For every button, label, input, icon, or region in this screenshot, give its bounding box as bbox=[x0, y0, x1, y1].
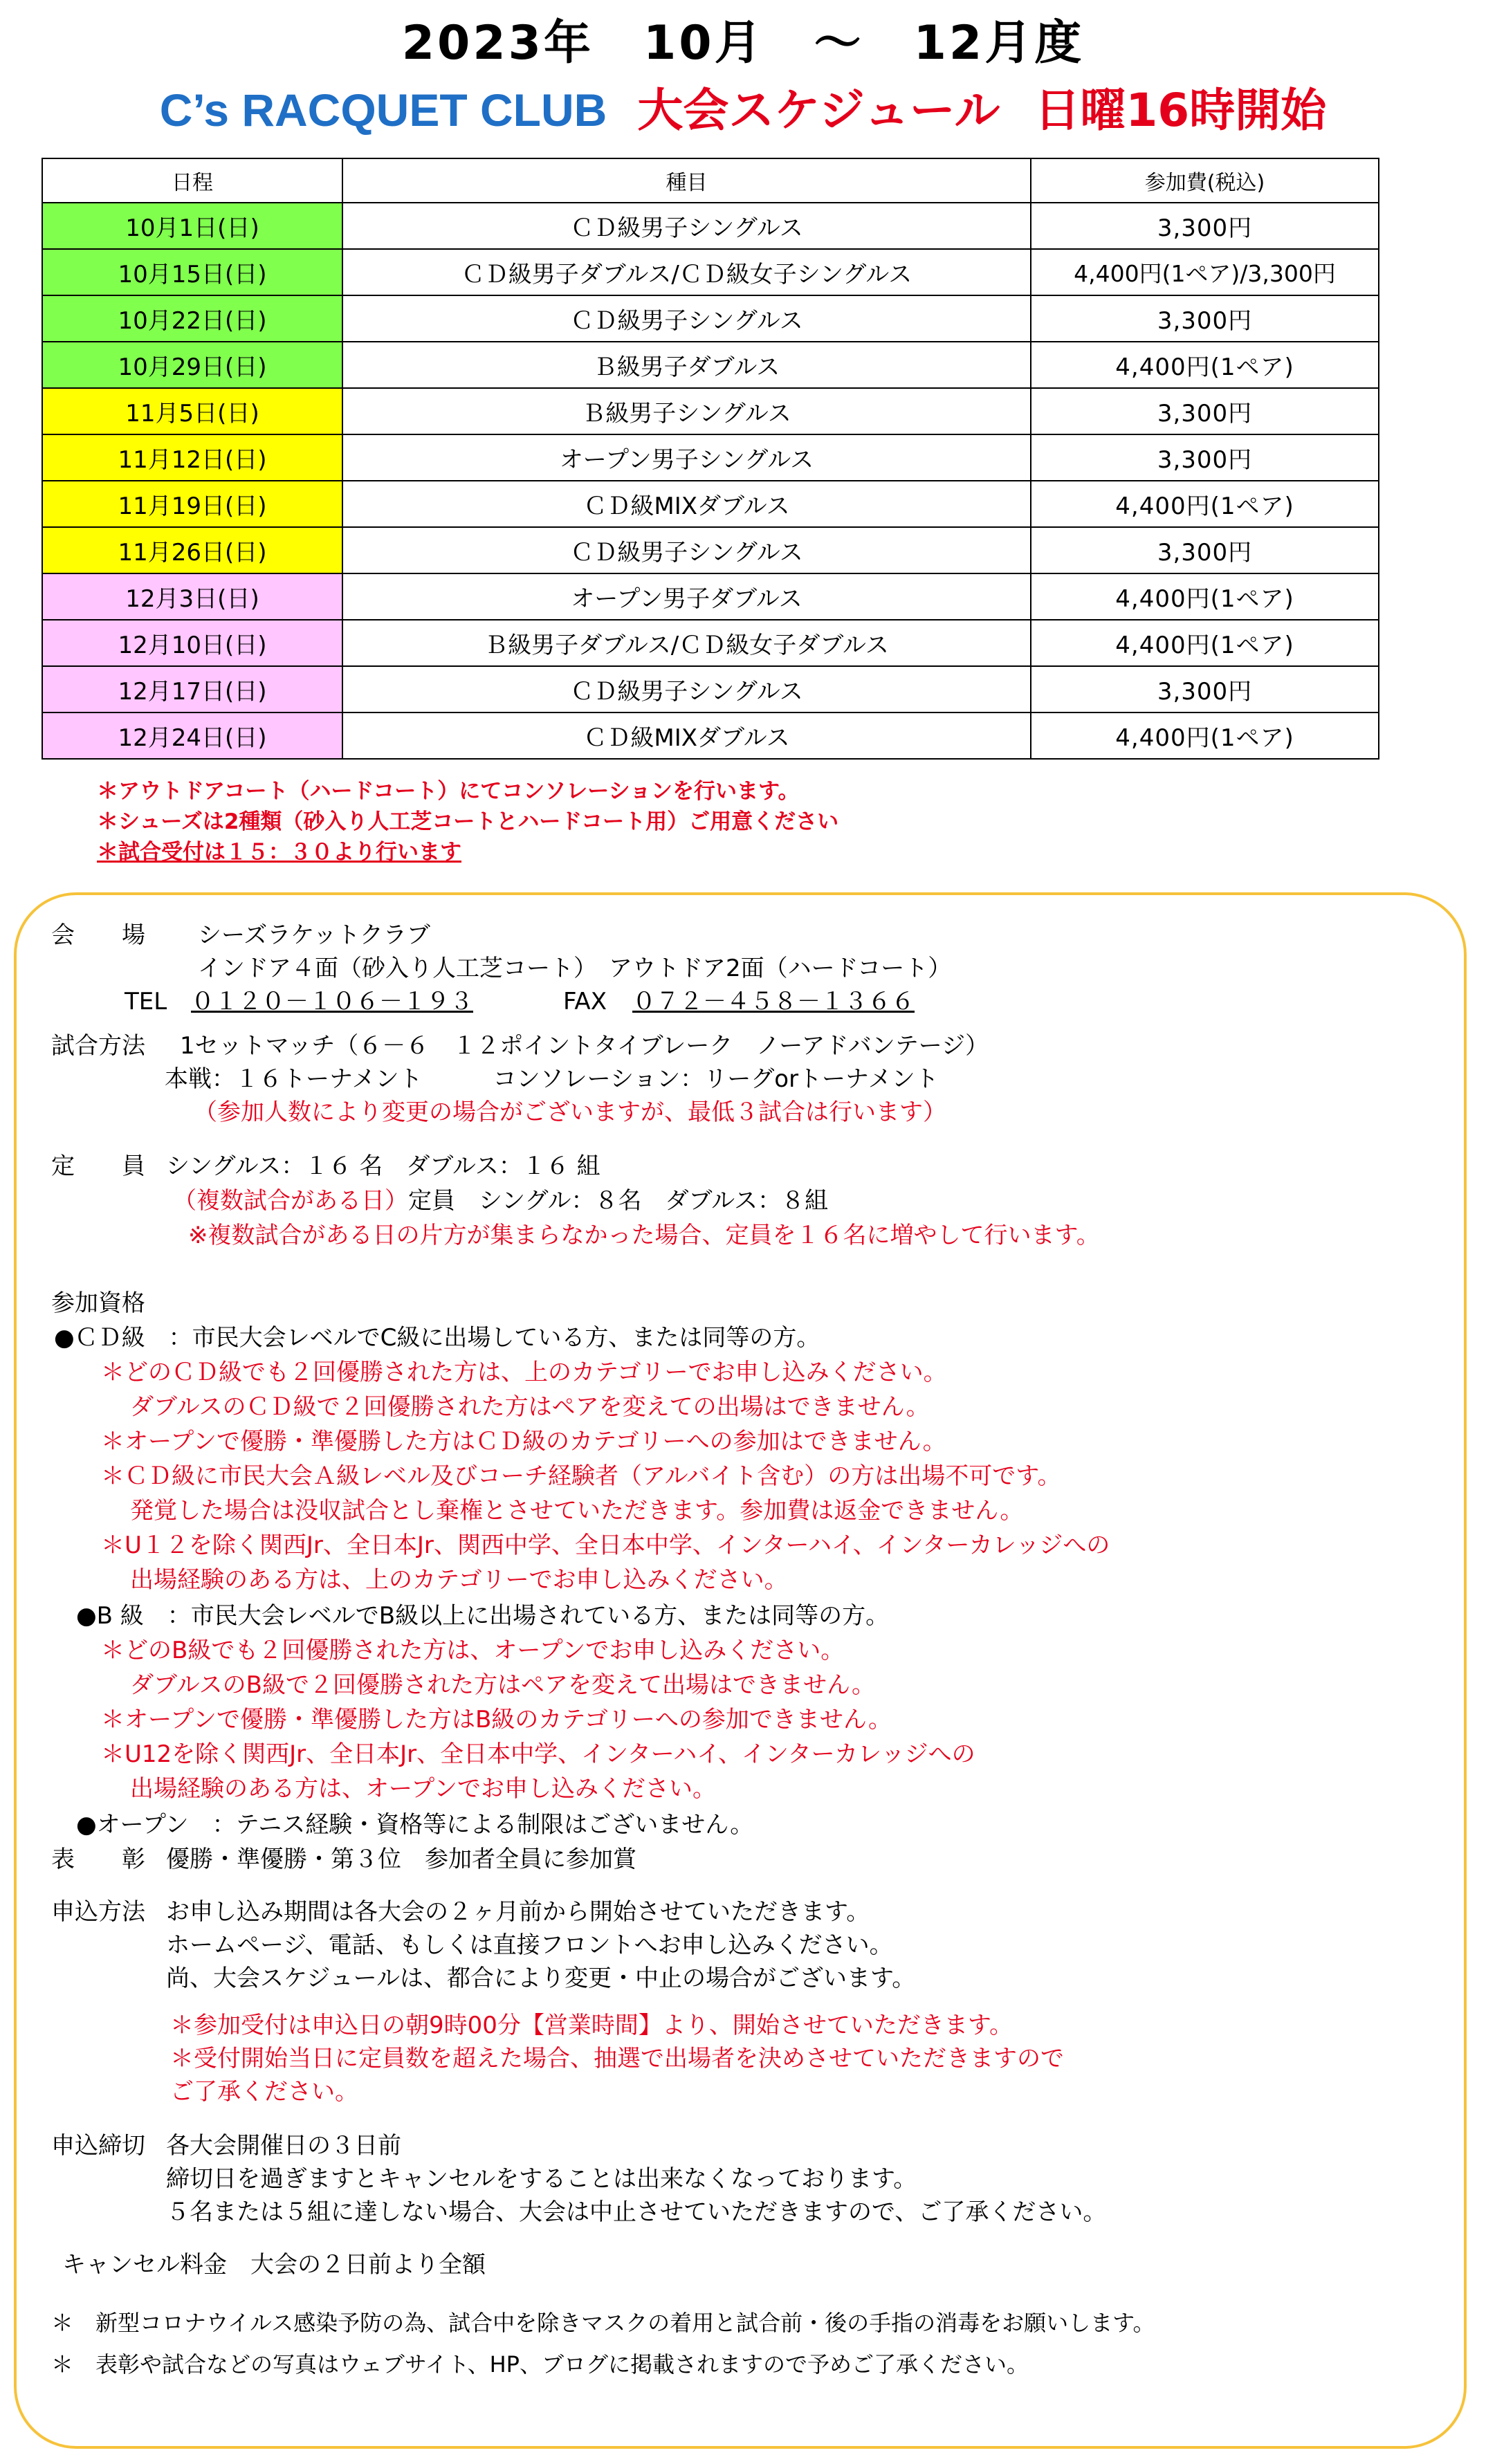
row-event: Ｂ級男子シングルス bbox=[342, 388, 1031, 434]
row-date: 11月19日(日) bbox=[42, 481, 342, 527]
row-date: 11月26日(日) bbox=[42, 527, 342, 573]
cd-note: ＊オープンで優勝・準優勝した方はＣＤ級のカテゴリーへの参加はできません。 bbox=[101, 1428, 946, 1455]
table-row bbox=[42, 712, 1379, 759]
row-date: 10月29日(日) bbox=[42, 342, 342, 388]
table-row bbox=[42, 388, 1379, 434]
deadline-text: 各大会開催日の３日前 bbox=[166, 2132, 401, 2160]
cd-note: ＊どのＣＤ級でも２回優勝された方は、上のカテゴリーでお申し込みください。 bbox=[101, 1359, 947, 1386]
capacity-note: ※複数試合がある日の片方が集まらなかった場合、定員を１６名に増やして行います。 bbox=[188, 1222, 1100, 1249]
row-event: Ｂ級男子ダブルス bbox=[342, 342, 1031, 388]
schedule-notes bbox=[97, 776, 838, 867]
b-head: ●B 級 ：市民大会レベルでB級以上に出場されている方、または同等の方。 bbox=[76, 1602, 890, 1630]
row-event: ＣＤ級MIXダブルス bbox=[342, 481, 1031, 527]
table-row bbox=[42, 434, 1379, 481]
row-fee: 3,300円 bbox=[1031, 295, 1379, 342]
page-title: 2023年 10月 ～ 12月度 bbox=[401, 16, 1085, 71]
apply-note: ＊受付開始当日に定員数を超えた場合、抽選で出場者を決めさせていただきますので bbox=[170, 2045, 1064, 2072]
row-date: 12月24日(日) bbox=[42, 712, 342, 759]
row-fee: 4,400円(1ペア) bbox=[1031, 712, 1379, 759]
row-fee: 4,400円(1ペア) bbox=[1031, 342, 1379, 388]
fax-number: ０７２－４５８－１３６６ bbox=[632, 988, 915, 1015]
cd-note: 出場経験のある方は、上のカテゴリーでお申し込みください。 bbox=[130, 1566, 788, 1594]
apply-line: 尚、大会スケジュールは、都合により変更・中止の場合がございます。 bbox=[166, 1965, 916, 1992]
header-event: 種目 bbox=[342, 158, 1031, 203]
row-event: ＣＤ級男子シングルス bbox=[342, 203, 1031, 249]
row-event: ＣＤ級MIXダブルス bbox=[342, 712, 1031, 759]
format-main: 本戦：１６トーナメント コンソレーション：リーグorトーナメント bbox=[165, 1065, 939, 1093]
page-subtitle bbox=[0, 73, 1486, 139]
row-event: ＣＤ級男子シングルス bbox=[342, 295, 1031, 342]
row-fee: 3,300円 bbox=[1031, 388, 1379, 434]
row-event: ＣＤ級男子シングルス bbox=[342, 527, 1031, 573]
apply-note: ご了承ください。 bbox=[170, 2078, 358, 2106]
row-date: 10月22日(日) bbox=[42, 295, 342, 342]
deadline-label: 申込締切 bbox=[51, 2132, 145, 2160]
schedule-label: 大会スケジュール bbox=[637, 84, 1000, 137]
schedule-table bbox=[42, 158, 1379, 760]
award-text: 優勝・準優勝・第３位 参加者全員に参加賞 bbox=[166, 1846, 636, 1873]
cancel-fee: キャンセル料金 大会の２日前より全額 bbox=[62, 2251, 486, 2279]
row-fee: 4,400円(1ペア)/3,300円 bbox=[1031, 249, 1379, 295]
b-note: ＊どのB級でも２回優勝された方は、オープンでお申し込みください。 bbox=[101, 1637, 845, 1664]
deadline-line: ５名または５組に達しない場合、大会は中止させていただきますので、ご了承ください。 bbox=[166, 2198, 1107, 2226]
capacity-text: シングルス：１６ 名 ダブルス：１６ 組 bbox=[166, 1152, 600, 1180]
table-row bbox=[42, 203, 1379, 249]
club-name: C’s RACQUET CLUB bbox=[159, 84, 607, 136]
row-fee: 4,400円(1ペア) bbox=[1031, 481, 1379, 527]
award-label: 表 彰 bbox=[51, 1846, 145, 1873]
tel-number: ０１２０－１０６－１９３ bbox=[191, 988, 473, 1015]
cd-note: ＊U１２を除く関西Jr、全日本Jr、関西中学、全日本中学、インターハイ、インターカレッジへの bbox=[101, 1532, 1110, 1559]
row-date: 12月10日(日) bbox=[42, 620, 342, 666]
table-row bbox=[42, 666, 1379, 712]
venue-name: シーズラケットクラブ bbox=[198, 921, 430, 949]
row-date: 12月17日(日) bbox=[42, 666, 342, 712]
open-head: ●オープン ：テニス経験・資格等による制限はございません。 bbox=[76, 1811, 754, 1839]
qual-label: 参加資格 bbox=[51, 1289, 145, 1317]
start-time: 日曜16時開始 bbox=[1034, 84, 1327, 137]
footer-note: ＊ 表彰や試合などの写真はウェブサイト、HP、ブログに掲載されますので予めご了承ください。 bbox=[51, 2351, 1029, 2378]
table-row bbox=[42, 573, 1379, 620]
row-fee: 4,400円(1ペア) bbox=[1031, 620, 1379, 666]
venue-label: 会 場 bbox=[51, 921, 145, 949]
deadline-line: 締切日を過ぎますとキャンセルをすることは出来なくなっております。 bbox=[166, 2165, 917, 2193]
b-note: ＊U12を除く関西Jr、全日本Jr、全日本中学、インターハイ、インターカレッジへの bbox=[101, 1740, 975, 1768]
capacity-label: 定 員 bbox=[51, 1152, 145, 1180]
b-note: 出場経験のある方は、オープンでお申し込みください。 bbox=[130, 1775, 716, 1803]
capacity-multi-text: 定員 シングル：８名 ダブルス：８組 bbox=[408, 1187, 829, 1215]
format-label: 試合方法 bbox=[51, 1032, 145, 1060]
table-header-row bbox=[42, 158, 1379, 203]
row-event: オープン男子シングルス bbox=[342, 434, 1031, 481]
tel-label: TEL bbox=[125, 988, 167, 1015]
header-date: 日程 bbox=[42, 158, 342, 203]
table-row bbox=[42, 249, 1379, 295]
capacity-multi-red: （複数試合がある日） bbox=[173, 1187, 408, 1215]
row-fee: 3,300円 bbox=[1031, 203, 1379, 249]
apply-label: 申込方法 bbox=[51, 1898, 145, 1926]
format-note: （参加人数により変更の場合がございますが、最低３試合は行います） bbox=[194, 1098, 946, 1126]
row-date: 10月1日(日) bbox=[42, 203, 342, 249]
note-shoes: ＊シューズは2種類（砂入り人工芝コートとハードコート用）ご用意ください bbox=[97, 809, 839, 834]
venue-courts: インドア４面（砂入り人工芝コート） アウトドア2面（ハードコート） bbox=[198, 955, 952, 982]
row-fee: 3,300円 bbox=[1031, 666, 1379, 712]
note-reception: ＊試合受付は１５：３０より行います bbox=[97, 840, 461, 865]
table-row bbox=[42, 295, 1379, 342]
apply-line: お申し込み期間は各大会の２ヶ月前から開始させていただきます。 bbox=[166, 1898, 870, 1926]
apply-note: ＊参加受付は申込日の朝9時00分【営業時間】より、開始させていただきます。 bbox=[170, 2012, 1013, 2039]
row-event: ＣＤ級男子ダブルス/ＣＤ級女子シングルス bbox=[342, 249, 1031, 295]
b-note: ダブルスのB級で２回優勝された方はペアを変えて出場はできません。 bbox=[130, 1671, 875, 1699]
table-row bbox=[42, 342, 1379, 388]
table-row bbox=[42, 527, 1379, 573]
cd-note: 発覚した場合は没収試合とし棄権とさせていただきます。参加費は返金できません。 bbox=[130, 1497, 1024, 1525]
capacity-multi bbox=[173, 1184, 828, 1217]
row-date: 11月12日(日) bbox=[42, 434, 342, 481]
row-event: ＣＤ級男子シングルス bbox=[342, 666, 1031, 712]
cd-note: ダブルスのＣＤ級で２回優勝された方はペアを変えての出場はできません。 bbox=[130, 1393, 930, 1421]
table-row bbox=[42, 481, 1379, 527]
table-row bbox=[42, 620, 1379, 666]
cd-note: ＊ＣＤ級に市民大会Ａ級レベル及びコーチ経験者（アルバイト含む）の方は出場不可です。 bbox=[101, 1462, 1061, 1490]
row-date: 10月15日(日) bbox=[42, 249, 342, 295]
row-fee: 3,300円 bbox=[1031, 527, 1379, 573]
row-date: 11月5日(日) bbox=[42, 388, 342, 434]
apply-line: ホームページ、電話、もしくは直接フロントへお申し込みください。 bbox=[166, 1931, 893, 1959]
note-outdoor: ＊アウトドアコート（ハードコート）にてコンソレーションを行います。 bbox=[97, 779, 800, 804]
b-note: ＊オープンで優勝・準優勝した方はB級のカテゴリーへの参加できません。 bbox=[101, 1706, 892, 1734]
header-fee: 参加費(税込) bbox=[1031, 158, 1379, 203]
row-date: 12月3日(日) bbox=[42, 573, 342, 620]
row-fee: 4,400円(1ペア) bbox=[1031, 573, 1379, 620]
fax-label: FAX bbox=[563, 988, 607, 1015]
row-fee: 3,300円 bbox=[1031, 434, 1379, 481]
row-event: Ｂ級男子ダブルス/ＣＤ級女子ダブルス bbox=[342, 620, 1031, 666]
cd-head: ●ＣＤ級 ：市民大会レベルでC級に出場している方、または同等の方。 bbox=[54, 1324, 820, 1352]
footer-note: ＊ 新型コロナウイルス感染予防の為、試合中を除きマスクの着用と試合前・後の手指の消毒をお願いします。 bbox=[51, 2310, 1155, 2336]
format-text: 1セットマッチ（６－６ １２ポイントタイブレーク ノーアドバンテージ） bbox=[180, 1032, 989, 1060]
row-event: オープン男子ダブルス bbox=[342, 573, 1031, 620]
